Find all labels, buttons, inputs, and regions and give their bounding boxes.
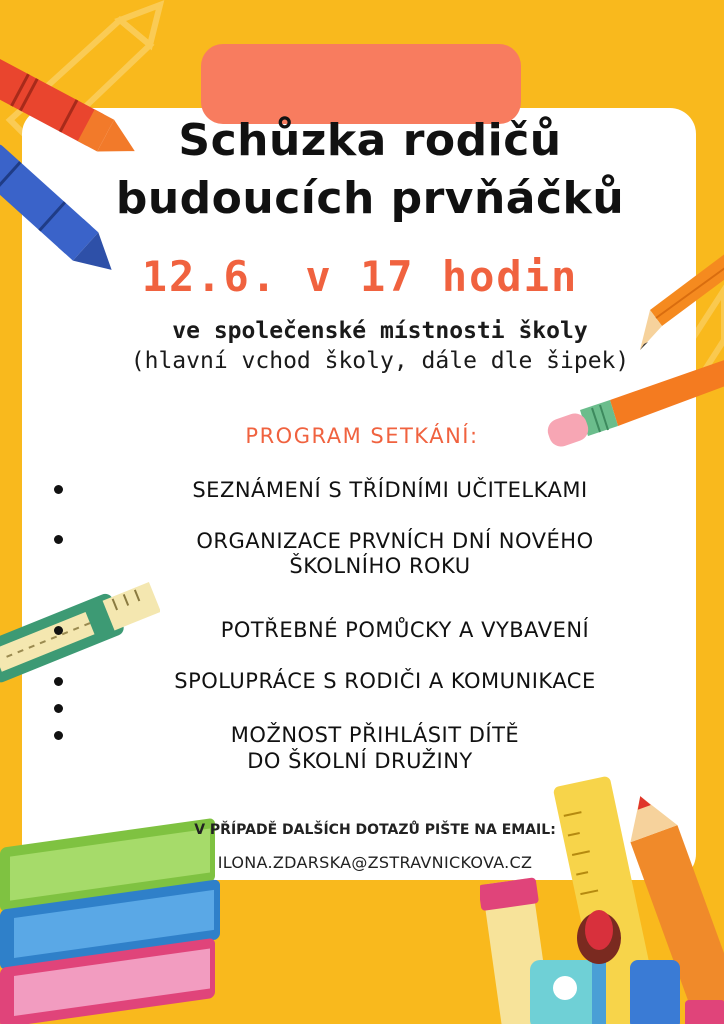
program-item-2-line-1: ORGANIZACE PRVNÍCH DNÍ NOVÉHO [196,529,594,553]
meeting-place [90,316,670,376]
bullet-3 [54,626,63,635]
supplies-bottom-right [480,770,724,1024]
date-time: 12.6. v 17 hodin [141,252,579,301]
program-item-5-line-1: MOŽNOST PŘIHLÁSIT DÍTĚ [230,723,520,747]
title-line-1: Schůzka rodičů [178,115,562,166]
bullet-5 [54,704,63,713]
bullet-2 [54,535,63,544]
place-line-1: ve společenské místnosti školy [172,318,588,344]
program-item-5-line-2: DO ŠKOLNÍ DRUŽINY [247,749,473,773]
program-heading: PROGRAM SETKÁNÍ: [245,424,479,448]
poster-title [60,112,680,228]
bullet-4 [54,677,63,686]
program-item-4: SPOLUPRÁCE S RODIČI A KOMUNIKACE [174,669,596,693]
program-item-1: SEZNÁMENÍ S TŘÍDNÍMI UČITELKAMI [192,478,588,502]
footer-note: V PŘÍPADĚ DALŠÍCH DOTAZŮ PIŠTE NA EMAIL: [194,822,556,838]
books-stack-icon [0,810,230,1024]
bullet-6 [54,731,63,740]
contact-email: ILONA.ZDARSKA@ZSTRAVNICKOVA.CZ [217,853,533,872]
bullet-1 [54,485,63,494]
program-item-3: POTŘEBNÉ POMŮCKY A VYBAVENÍ [220,618,590,642]
title-line-2: budoucích prvňáčků [115,173,625,224]
pencil-sharpener-icon [530,960,600,1024]
program-item-2-line-2: ŠKOLNÍHO ROKU [289,554,471,578]
place-line-2: (hlavní vchod školy, dále dle šipek) [130,348,630,374]
